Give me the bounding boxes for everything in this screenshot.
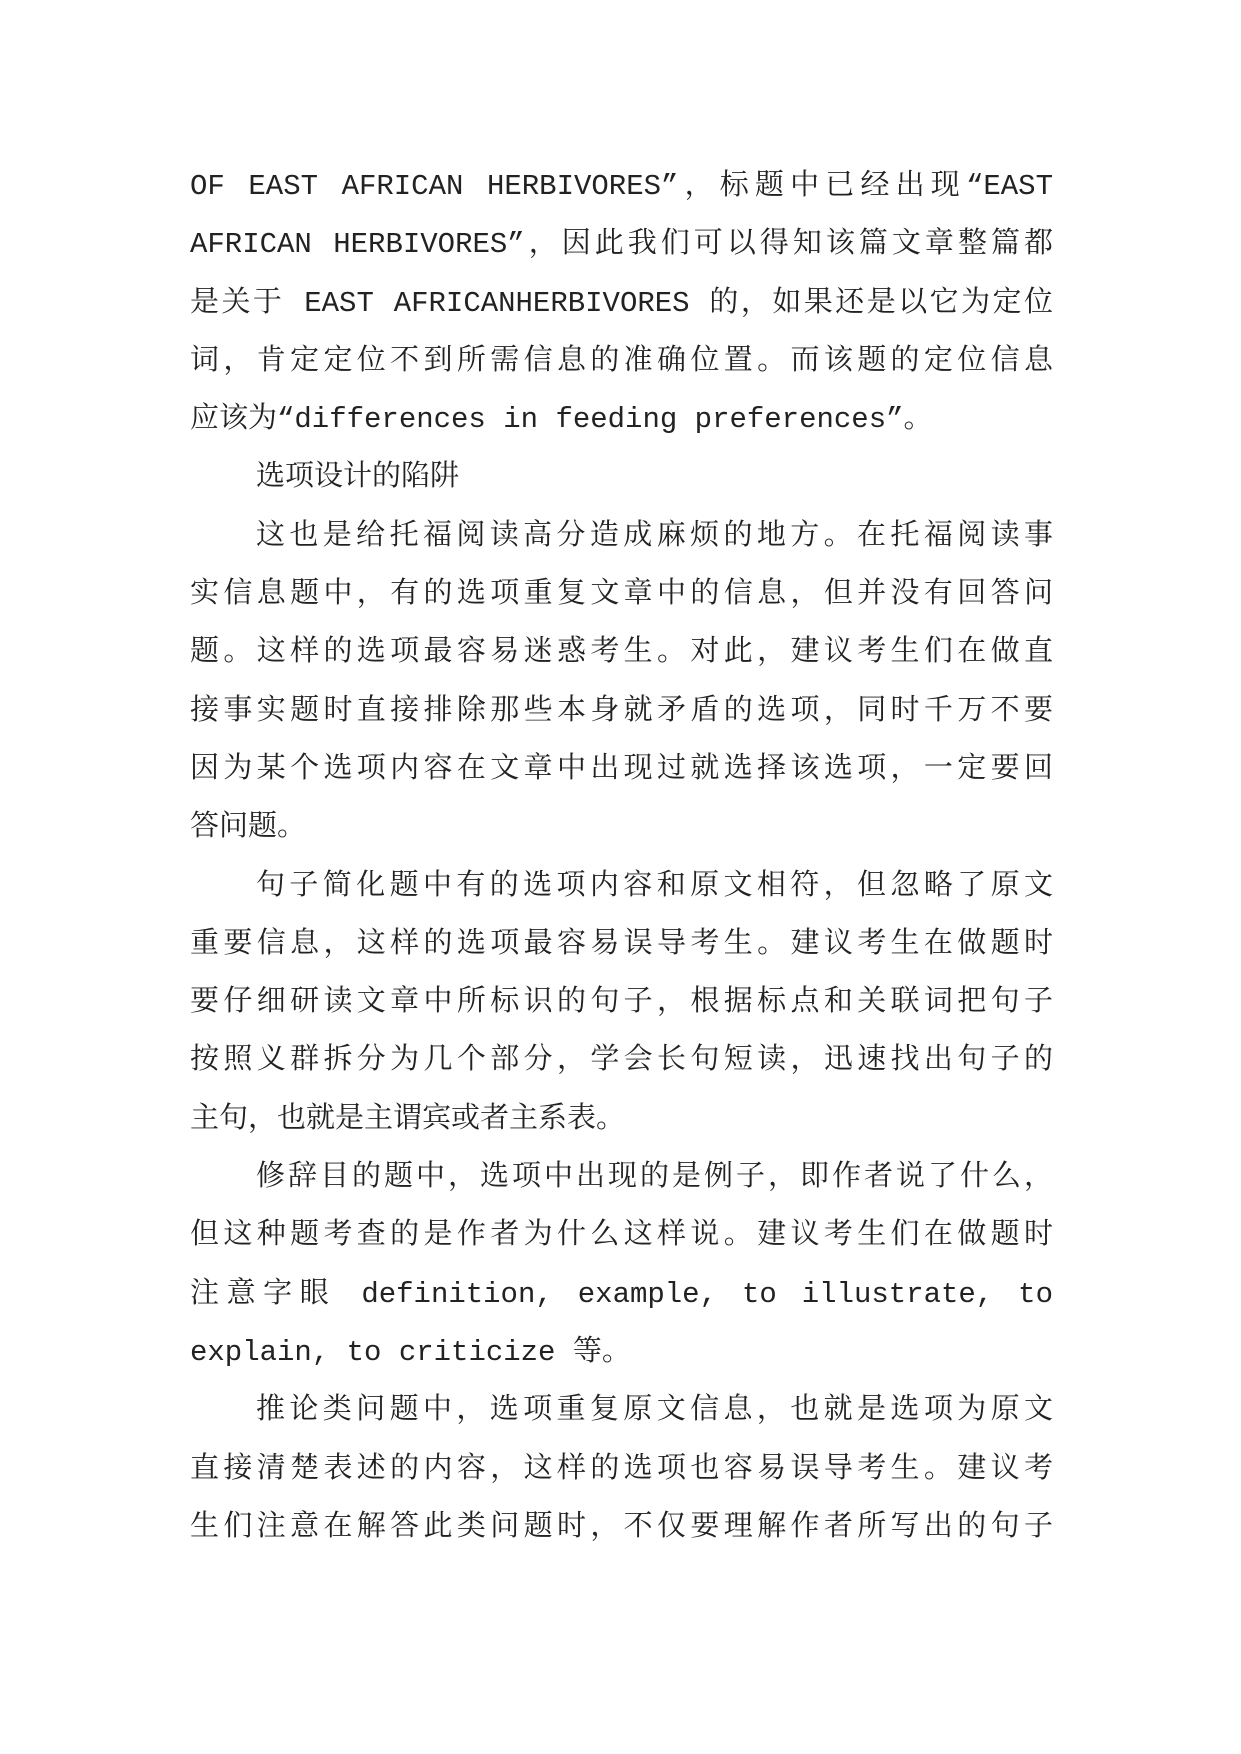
section-heading xyxy=(190,449,1053,507)
document-body xyxy=(190,158,1053,1557)
text-line: 按照义群拆分为几个部分，学会长句短读，迅速找出句子的 xyxy=(190,1044,1053,1078)
text-line: 主句，也就是主谓宾或者主系表。 xyxy=(190,1102,626,1136)
text-line: 应该为“differences in feeding preferences”。 xyxy=(190,403,933,437)
text-line: 是关于 EAST AFRICANHERBIVORES 的，如果还是以它为定位 xyxy=(190,286,1053,320)
text-line: 注意字眼 definition, example, to illustrate, to xyxy=(190,1277,1053,1311)
text-line: 直接清楚表述的内容，这样的选项也容易误导考生。建议考 xyxy=(190,1452,1053,1486)
paragraph xyxy=(190,858,1053,1149)
paragraph xyxy=(190,1149,1053,1382)
text-line: 要仔细研读文章中所标识的句子，根据标点和关联词把句子 xyxy=(190,986,1053,1020)
paragraph xyxy=(190,508,1053,858)
text-line: 因为某个选项内容在文章中出现过就选择该选项，一定要回 xyxy=(190,752,1053,786)
text-line: AFRICAN HERBIVORES”，因此我们可以得知该篇文章整篇都 xyxy=(190,228,1053,262)
section-heading-text: 选项设计的陷阱 xyxy=(256,461,460,495)
text-line: 答问题。 xyxy=(190,811,307,845)
text-line: 句子简化题中有的选项内容和原文相符，但忽略了原文 xyxy=(256,869,1053,903)
text-line: 实信息题中，有的选项重复文章中的信息，但并没有回答问 xyxy=(190,578,1053,612)
text-line: 题。这样的选项最容易迷惑考生。对此，建议考生们在做直 xyxy=(190,636,1053,670)
text-line: 接事实题时直接排除那些本身就矛盾的选项，同时千万不要 xyxy=(190,694,1053,728)
text-line: 推论类问题中，选项重复原文信息，也就是选项为原文 xyxy=(256,1394,1053,1428)
text-line: 生们注意在解答此类问题时，不仅要理解作者所写出的句子 xyxy=(190,1510,1053,1544)
text-line: 但这种题考查的是作者为什么这样说。建议考生们在做题时 xyxy=(190,1219,1053,1253)
paragraph xyxy=(190,158,1053,449)
text-line: OF EAST AFRICAN HERBIVORES”，标题中已经出现“EAST xyxy=(190,170,1053,203)
text-line: 这也是给托福阅读高分造成麻烦的地方。在托福阅读事 xyxy=(256,519,1053,553)
text-line: 修辞目的题中，选项中出现的是例子，即作者说了什么， xyxy=(256,1161,1053,1195)
text-line: 重要信息，这样的选项最容易误导考生。建议考生在做题时 xyxy=(190,927,1053,961)
text-line: 词，肯定定位不到所需信息的准确位置。而该题的定位信息 xyxy=(190,344,1053,378)
paragraph xyxy=(190,1382,1053,1557)
text-line: explain, to criticize 等。 xyxy=(190,1335,631,1369)
